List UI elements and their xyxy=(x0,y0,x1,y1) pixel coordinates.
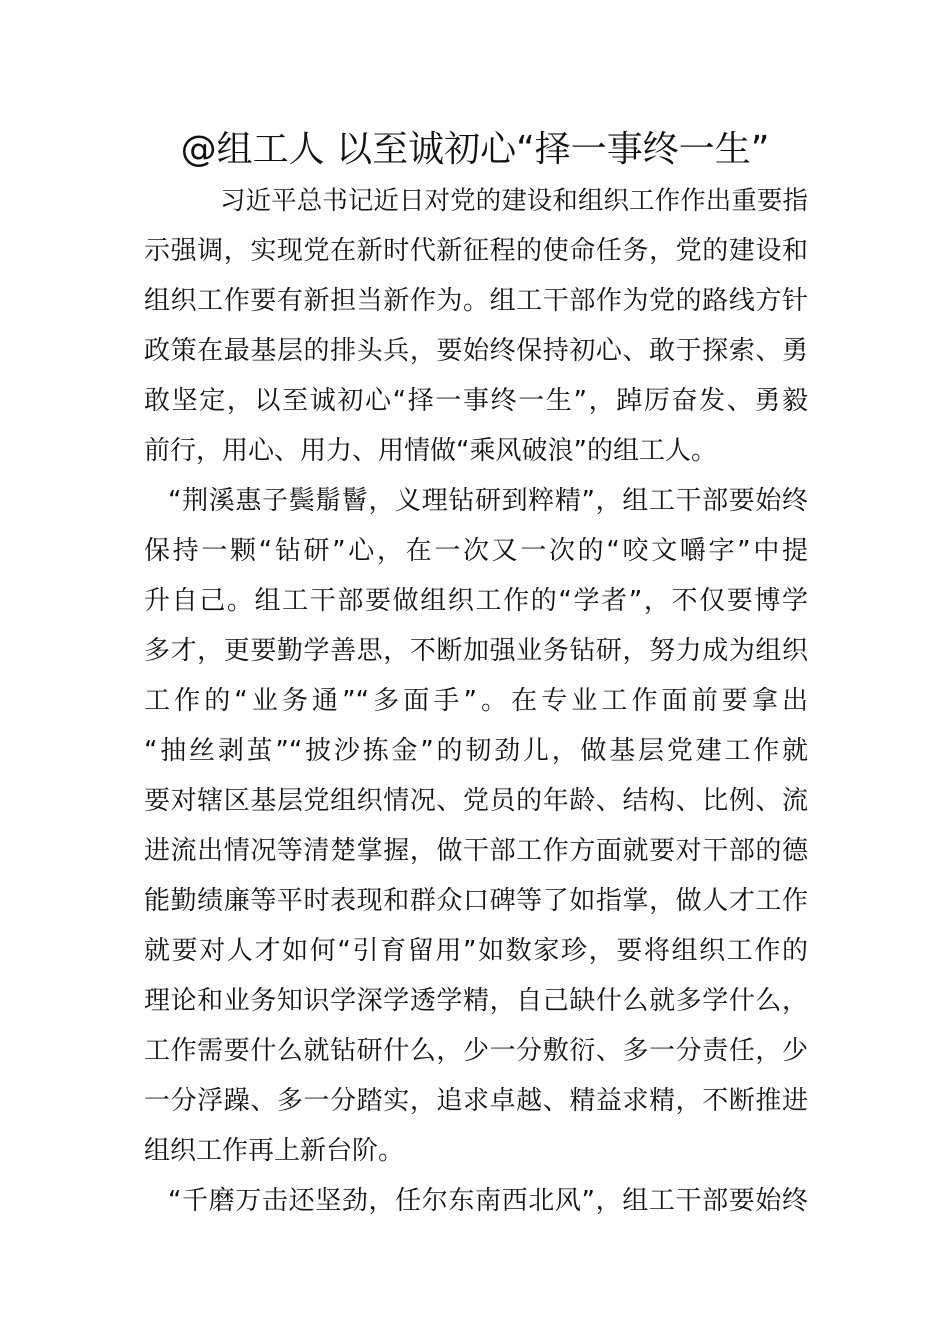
paragraph-2-line-8: 进流出情况等清楚掌握，做干部工作方面就要对干部的德 xyxy=(144,836,808,866)
paragraph-2-line-12: 工作需要什么就钻研什么，少一分敷衍、多一分责任，少 xyxy=(144,1036,808,1066)
paragraph-1-line-4: 政策在最基层的排头兵，要始终保持初心、敢于探索、勇 xyxy=(144,336,808,366)
paragraph-1-line-5: 敢坚定，以至诚初心“择一事终一生”，踔厉奋发、勇毅 xyxy=(144,386,808,416)
paragraph-2-line-6: “抽丝剥茧”“披沙拣金”的韧劲儿，做基层党建工作就 xyxy=(144,736,808,766)
paragraph-2-line-11: 理论和业务知识学深学透学精，自己缺什么就多学什么， xyxy=(144,986,808,1016)
paragraph-1-line-6: 前行，用心、用力、用情做“乘风破浪”的组工人。 xyxy=(144,436,717,466)
paragraph-3-line-1: “千磨万击还坚劲，任尔东南西北风”，组工干部要始终 xyxy=(168,1186,808,1216)
paragraph-2-line-10: 就要对人才如何“引育留用”如数家珍，要将组织工作的 xyxy=(144,936,808,966)
paragraph-2-line-2: 保持一颗“钻研”心，在一次又一次的“咬文嚼字”中提 xyxy=(144,536,808,566)
document-title: @组工人 以至诚初心“择一事终一生” xyxy=(180,129,770,170)
paragraph-2-line-5: 工作的“业务通”“多面手”。在专业工作面前要拿出 xyxy=(144,686,808,716)
paragraph-2-line-7: 要对辖区基层党组织情况、党员的年龄、结构、比例、流 xyxy=(144,786,808,816)
paragraph-2-line-3: 升自己。组工干部要做组织工作的“学者”，不仅要博学 xyxy=(144,586,808,616)
paragraph-1-line-1: 习近平总书记近日对党的建设和组织工作作出重要指 xyxy=(220,186,808,216)
paragraph-2-line-9: 能勤绩廉等平时表现和群众口碑等了如指掌，做人才工作 xyxy=(144,886,808,916)
paragraph-2-line-14: 组织工作再上新台阶。 xyxy=(144,1136,405,1166)
paragraph-2-line-13: 一分浮躁、多一分踏实，追求卓越、精益求精，不断推进 xyxy=(144,1086,808,1116)
paragraph-1-line-3: 组织工作要有新担当新作为。组工干部作为党的路线方针 xyxy=(144,286,808,316)
paragraph-1-line-2: 示强调，实现党在新时代新征程的使命任务，党的建设和 xyxy=(144,236,808,266)
paragraph-2-line-4: 多才，更要勤学善思，不断加强业务钻研，努力成为组织 xyxy=(144,636,808,666)
paragraph-2-line-1: “荆溪惠子鬓鬅鬙，义理钻研到粹精”，组工干部要始终 xyxy=(168,486,808,516)
